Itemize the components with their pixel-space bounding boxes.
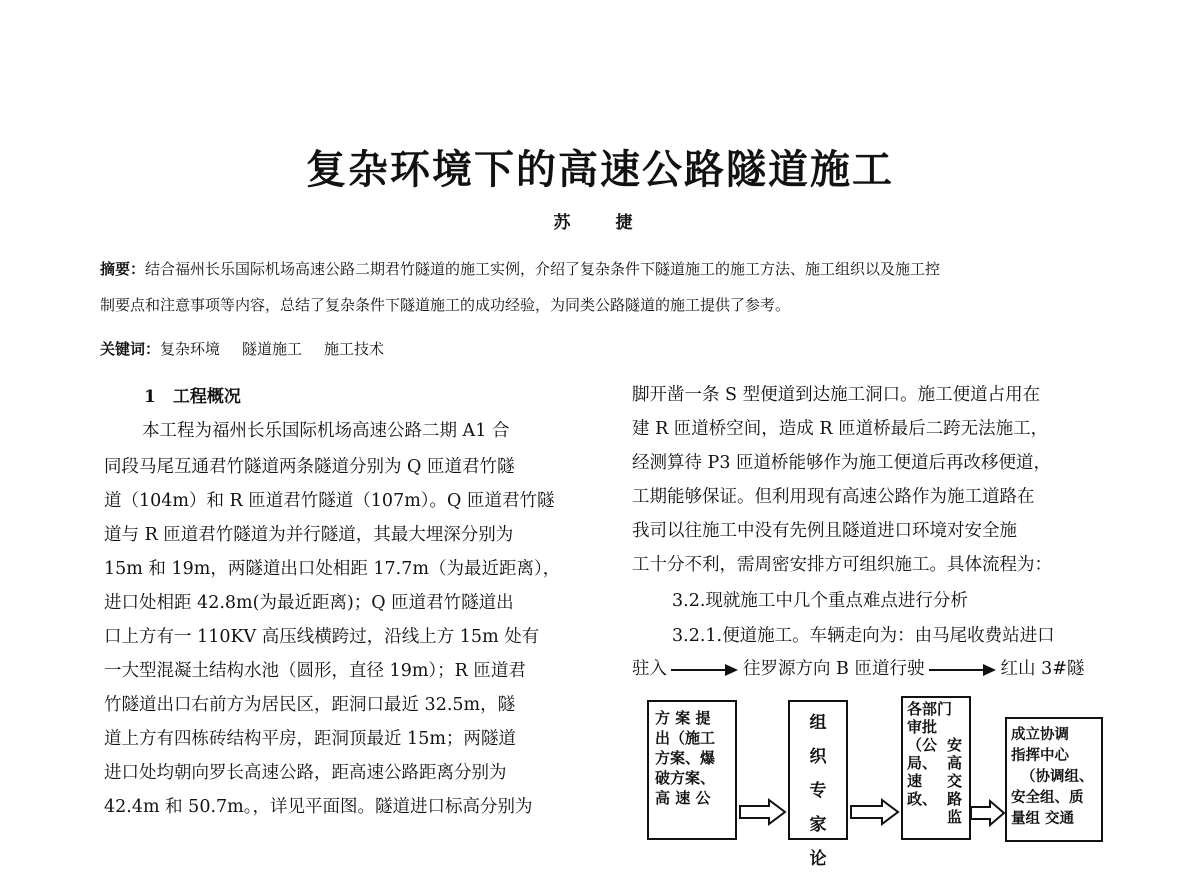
left-line: 道上方有四栋砖结构平房，距洞顶最近 15m；两隧道 <box>104 729 516 749</box>
route-part: 红山 3#隧 <box>1000 659 1085 679</box>
left-line: 进口处相距 42.8m(为最近距离)；Q 匝道君竹隧道出 <box>104 593 514 613</box>
paper-title: 复杂环境下的高速公路隧道施工 <box>306 147 894 193</box>
flowchart-text: 高 <box>947 754 963 772</box>
route-part: 驻入 <box>632 659 667 679</box>
left-line: 道（104m）和 R 匝道君竹隧道（107m）。Q 匝道君竹隧 <box>104 491 555 511</box>
route-part: 往罗源方向 B 匝道行驶 <box>743 659 925 679</box>
right-line: 工期能够保证。但利用现有高速公路作为施工道路在 <box>632 487 1035 507</box>
keyword-item: 隧道施工 <box>242 340 303 358</box>
block-arrow-icon <box>739 798 787 826</box>
flowchart-text: 政、 <box>907 790 938 808</box>
right-line: 工十分不利，需周密安排方可组织施工。具体流程为： <box>632 555 1052 575</box>
flowchart-text: 方案、爆 <box>655 749 716 767</box>
left-line: 本工程为福州长乐国际机场高速公路二期 A1 合 <box>142 421 510 441</box>
right-line: 建 R 匝道桥空间，造成 R 匝道桥最后二跨无法施工， <box>632 419 1049 439</box>
abstract-label: 摘要： <box>100 260 146 278</box>
author-name: 苏 捷 <box>553 213 647 233</box>
flowchart-text: 出（施工 <box>655 729 716 747</box>
flowchart-text: 织 <box>809 747 827 767</box>
arrow-right-icon <box>929 663 997 677</box>
block-arrow-icon <box>850 798 900 826</box>
subsection-heading-3-2: 3.2.现就施工中几个重点难点进行分析 <box>672 591 968 611</box>
subsection-heading-3-2-1: 3.2.1.便道施工。车辆走向为：由马尾收费站进口 <box>672 626 1055 646</box>
left-line: 进口处均朝向罗长高速公路，距高速公路距离分别为 <box>104 763 507 783</box>
keyword-item: 复杂环境 <box>160 340 221 358</box>
left-line: 道与 R 匝道君竹隧道为并行隧道，其最大埋深分别为 <box>104 525 514 545</box>
flowchart-text: 路 <box>947 790 963 808</box>
flowchart-text: 专 <box>809 781 827 801</box>
abstract-text-1: 结合福州长乐国际机场高速公路二期君竹隧道的施工实例，介绍了复杂条件下隧道施工的施工方法、施工组织以及施工控 <box>145 260 941 278</box>
left-line: 15m 和 19m，两隧道出口处相距 17.7m（为最近距离）， <box>104 559 561 579</box>
flowchart-text: （公 <box>907 736 938 754</box>
flowchart-text: 速 <box>907 772 923 790</box>
flowchart-text: 指挥中心 <box>1011 748 1069 764</box>
flowchart-text: 论 <box>809 849 827 869</box>
flowchart-text: 组 <box>809 713 827 733</box>
right-line: 脚开凿一条 S 型便道到达施工洞口。施工便道占用在 <box>632 385 1041 405</box>
keywords-label: 关键词： <box>100 340 161 358</box>
flowchart-text: 破方案、 <box>655 769 716 787</box>
arrow-right-icon <box>671 663 739 677</box>
keywords <box>100 338 384 359</box>
keyword-item: 施工技术 <box>324 340 385 358</box>
flowchart-text: 局、 <box>907 754 938 772</box>
left-line: 同段马尾互通君竹隧道两条隧道分别为 Q 匝道君竹隧 <box>104 457 515 477</box>
flowchart-text: 安 <box>947 736 963 754</box>
left-line: 42.4m 和 50.7m。，详见平面图。隧道进口标高分别为 <box>104 797 533 817</box>
section-heading-1: 1 工程概况 <box>144 387 241 407</box>
flowchart-text: 审批 <box>907 718 938 736</box>
left-line: 口上方有一 110KV 高压线横跨过，沿线上方 15m 处有 <box>104 627 540 647</box>
flowchart-text: （协调组、 <box>1021 769 1094 785</box>
route-line <box>632 655 1084 680</box>
flowchart-box-coordination-center <box>1005 717 1103 842</box>
flowchart-text: 安全组、质 <box>1011 790 1084 806</box>
flowchart-text: 高 速 公 <box>655 789 711 807</box>
abstract-line-2: 制要点和注意事项等内容，总结了复杂条件下隧道施工的成功经验，为同类公路隧道的施工提供了参考。 <box>100 296 791 314</box>
flowchart-box-proposal <box>647 700 737 840</box>
block-arrow-icon <box>970 800 1006 826</box>
right-line: 经测算待 P3 匝道桥能够作为施工便道后再改移便道， <box>632 453 1052 473</box>
flowchart-box-approval <box>901 696 971 840</box>
left-line: 竹隧道出口右前方为居民区，距洞口最近 32.5m，隧 <box>104 695 516 715</box>
flowchart-text: 监 <box>947 808 963 826</box>
right-line: 我司以往施工中没有先例且隧道进口环境对安全施 <box>632 521 1017 541</box>
flowchart-text: 交 <box>947 772 963 790</box>
flowchart-text: 家 <box>809 815 827 835</box>
flowchart-text: 方 案 提 <box>655 709 711 727</box>
left-line: 一大型混凝土结构水池（圆形，直径 19m）；R 匝道君 <box>104 661 526 681</box>
flowchart-text: 量组 交通 <box>1011 811 1075 827</box>
abstract-line-1 <box>100 258 940 279</box>
flowchart-text: 成立协调 <box>1011 727 1069 743</box>
flowchart-box-expert-review <box>788 700 848 869</box>
flowchart-text: 各部门 <box>907 700 953 718</box>
